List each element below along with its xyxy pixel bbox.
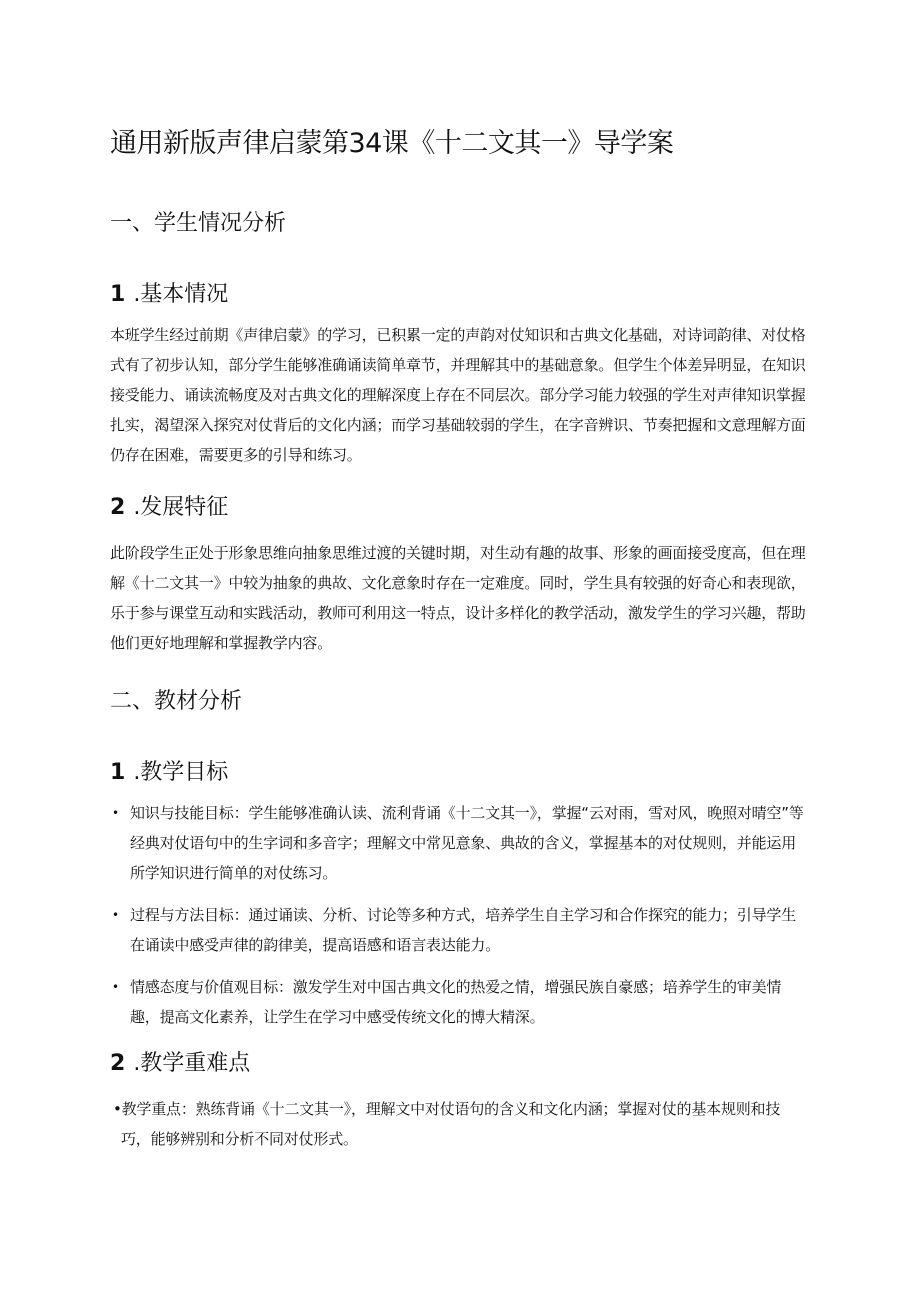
subsection-number: 1 <box>110 282 126 307</box>
subsection-number: 1 <box>110 760 126 785</box>
key-points-line: •教学重点：熟练背诵《十二文其一》，理解文中对仗语句的含义和文化内涵；掌握对仗的基本规则和技 <box>113 1100 781 1118</box>
bullet-icon: • <box>112 908 119 922</box>
list-item-text: 过程与方法目标：通过诵读、分析、讨论等多种方式，培养学生自主学习和合作探究的能力；引导学生在诵读中感受声律的韵律美，提高语感和语言表达能力。 <box>130 906 797 954</box>
subsection-heading-key-difficult-points <box>110 1048 250 1080</box>
key-points-item <box>113 1094 810 1154</box>
objectives-list <box>110 798 810 1032</box>
bullet-icon: • <box>112 980 119 994</box>
subsection-number: 2 <box>110 1051 126 1076</box>
list-item <box>110 972 810 1032</box>
list-item-text: 情感态度与价值观目标：激发学生对中国古典文化的热爱之情，增强民族自豪感；培养学生的审美情趣，提高文化素养，让学生在学习中感受传统文化的博大精深。 <box>130 978 782 1026</box>
subsection-heading-development-features <box>110 492 228 524</box>
subsection-title: .教学目标 <box>133 760 229 785</box>
list-item-text: 知识与技能目标：学生能够准确认读、流利背诵《十二文其一》，掌握“云对雨，雪对风，晚照对晴空”等经典对仗语句中的生字词和多音字；理解文中常见意象、典故的含义，掌握基本的对仗规则，并能运用所学知识进行简单的对仗练习。 <box>130 804 804 882</box>
subsection-title: .发展特征 <box>133 495 229 520</box>
subsection-title: .基本情况 <box>133 282 229 307</box>
bullet-icon: • <box>112 806 119 820</box>
document-title: 通用新版声律启蒙第34课《十二文其一》导学案 <box>110 128 674 159</box>
list-item <box>110 798 810 888</box>
paragraph-basic-situation: 本班学生经过前期《声律启蒙》的学习，已积累一定的声韵对仗知识和古典文化基础，对诗词韵律、对仗格式有了初步认知，部分学生能够准确诵读简单章节，并理解其中的基础意象。但学生个体差异明显，在知识接受能力、诵读流畅度及对古典文化的理解深度上存在不同层次。部分学习能力较强的学生对声律知识掌握扎实，渴望深入探究对仗背后的文化内涵；而学习基础较弱的学生，在字音辨识、节奏把握和文意理解方面仍存在困难，需要更多的引导和练习。 <box>110 326 806 464</box>
subsection-number: 2 <box>110 495 126 520</box>
subsection-heading-teaching-objectives <box>110 757 228 789</box>
section-heading-textbook-analysis: 二、教材分析 <box>110 689 243 714</box>
subsection-title: .教学重难点 <box>133 1051 251 1076</box>
key-points-line: 巧，能够辨别和分析不同对仗形式。 <box>121 1130 358 1148</box>
section-heading-student-analysis: 一、学生情况分析 <box>110 211 287 236</box>
subsection-heading-basic-situation <box>110 279 228 311</box>
list-item <box>110 900 810 960</box>
paragraph-development-features: 此阶段学生正处于形象思维向抽象思维过渡的关键时期，对生动有趣的故事、形象的画面接受度高，但在理解《十二文其一》中较为抽象的典故、文化意象时存在一定难度。同时，学生具有较强的好奇心和表现欲，乐于参与课堂互动和实践活动，教师可利用这一特点，设计多样化的教学活动，激发学生的学习兴趣，帮助他们更好地理解和掌握教学内容。 <box>110 544 806 652</box>
